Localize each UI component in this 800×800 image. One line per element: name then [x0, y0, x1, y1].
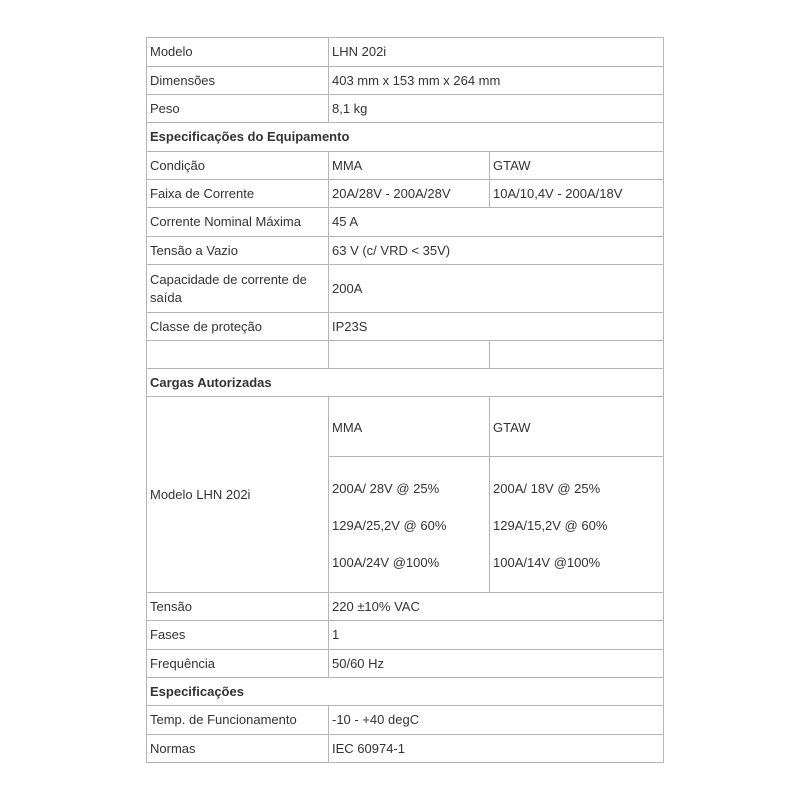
section-cargas: Cargas Autorizadas — [147, 369, 664, 397]
cargas-values-mma — [329, 457, 490, 592]
value-temp: -10 - +40 degC — [329, 706, 664, 735]
row-peso — [147, 95, 664, 123]
row-normas — [147, 735, 664, 763]
row-tensao — [147, 593, 664, 621]
cargas-gtaw-line: 200A/ 18V @ 25% — [493, 481, 601, 496]
label-peso: Peso — [147, 95, 329, 123]
value-faixa-mma: 20A/28V - 200A/28V — [329, 180, 490, 208]
row-empty — [147, 341, 664, 369]
cargas-head-mma: MMA — [329, 397, 490, 456]
value-protecao: IP23S — [329, 313, 664, 341]
value-nominal: 45 A — [329, 208, 664, 237]
label-vazio: Tensão a Vazio — [147, 237, 329, 265]
empty-cell — [147, 341, 329, 369]
cargas-head-gtaw: GTAW — [493, 420, 531, 435]
label-normas: Normas — [147, 735, 329, 763]
cargas-mma-line: 100A/24V @100% — [332, 555, 440, 570]
value-fases: 1 — [329, 621, 664, 650]
cargas-mma-line: 200A/ 28V @ 25% — [332, 481, 440, 496]
label-modelo: Modelo — [147, 38, 329, 67]
value-capacidade: 200A — [329, 265, 664, 313]
row-fases — [147, 621, 664, 650]
spec-table — [146, 37, 664, 763]
cargas-header — [329, 397, 663, 457]
row-capacidade — [147, 265, 664, 313]
value-condicao-gtaw: GTAW — [490, 152, 664, 180]
empty-cell — [490, 341, 664, 369]
cargas-grid-cell — [329, 397, 664, 593]
cargas-mma-line: 129A/25,2V @ 60% — [332, 518, 447, 533]
label-dimensoes: Dimensões — [147, 67, 329, 95]
row-vazio — [147, 237, 664, 265]
value-peso: 8,1 kg — [329, 95, 664, 123]
row-dimensoes — [147, 67, 664, 95]
label-capacidade: Capacidade de corrente de saída — [147, 265, 329, 313]
empty-cell — [329, 341, 490, 369]
label-temp: Temp. de Funcionamento — [147, 706, 329, 735]
label-frequencia: Frequência — [147, 650, 329, 678]
value-tensao: 220 ±10% VAC — [329, 593, 664, 621]
value-normas: IEC 60974-1 — [329, 735, 664, 763]
row-cargas — [147, 397, 664, 593]
label-cargas: Modelo LHN 202i — [147, 397, 329, 593]
label-fases: Fases — [147, 621, 329, 650]
row-section-equipamento — [147, 123, 664, 152]
row-frequencia — [147, 650, 664, 678]
row-protecao — [147, 313, 664, 341]
value-faixa-gtaw: 10A/10,4V - 200A/18V — [490, 180, 664, 208]
label-condicao: Condição — [147, 152, 329, 180]
cargas-body — [329, 457, 663, 592]
value-dimensoes: 403 mm x 153 mm x 264 mm — [329, 67, 664, 95]
row-section-spec — [147, 678, 664, 706]
label-nominal: Corrente Nominal Máxima — [147, 208, 329, 237]
row-temp — [147, 706, 664, 735]
row-faixa — [147, 180, 664, 208]
label-tensao: Tensão — [147, 593, 329, 621]
label-faixa: Faixa de Corrente — [147, 180, 329, 208]
cargas-values-gtaw — [490, 457, 663, 592]
cargas-gtaw-line: 100A/14V @100% — [493, 555, 601, 570]
value-modelo: LHN 202i — [329, 38, 664, 67]
section-equipamento: Especificações do Equipamento — [147, 123, 664, 152]
row-modelo — [147, 38, 664, 67]
value-vazio: 63 V (c/ VRD < 35V) — [329, 237, 664, 265]
label-protecao: Classe de proteção — [147, 313, 329, 341]
row-condicao — [147, 152, 664, 180]
row-section-cargas — [147, 369, 664, 397]
cargas-grid — [329, 397, 663, 592]
section-especificacoes: Especificações — [147, 678, 664, 706]
row-nominal — [147, 208, 664, 237]
cargas-gtaw-line: 129A/15,2V @ 60% — [493, 518, 608, 533]
value-condicao-mma: MMA — [329, 152, 490, 180]
value-frequencia: 50/60 Hz — [329, 650, 664, 678]
